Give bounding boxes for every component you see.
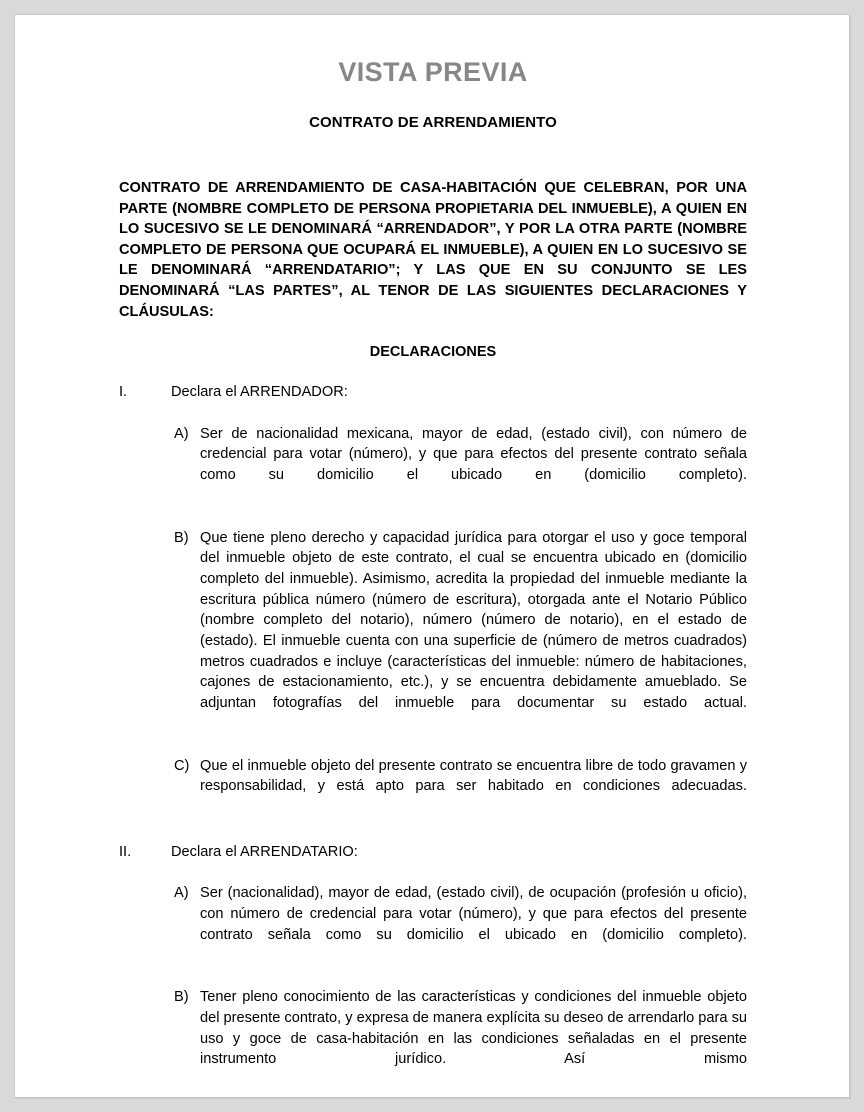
declaration-item-text: Que tiene pleno derecho y capacidad jurídica para otorgar el uso y goce temporal del inmueble objeto de este contrato, el cual se encuentra ubicado en (domicilio completo del inmueble). Asimismo, acredita la propiedad del inmueble mediante la escritura pública número (número de escritura), otorgada ante el Notario Público (nombre completo del notario), número (número de notario), en el estado de (estado). El inmueble cuenta con una superficie de (número de metros cuadrados) metros cuadrados e incluye (características del inmueble: número de habitaciones, cajones de estacionamiento, etc.), y se encuentra debidamente amueblado. Se adjuntan fotografías del inmueble para documentar su estado actual. [200, 529, 747, 712]
declaration-item [174, 403, 747, 507]
declaration-section-heading [119, 818, 747, 863]
document-body [119, 131, 747, 1091]
declaration-item-text: Que el inmueble objeto del presente contrato se encuentra libre de todo gravamen y responsabilidad, y está apto para ser habitado en condiciones adecuadas. [200, 757, 747, 795]
declaration-item [174, 735, 747, 818]
page-content [15, 15, 850, 1091]
letter-marker: B) [174, 989, 189, 1006]
declaration-item-text: Tener pleno conocimiento de las características y condiciones del inmueble objeto del presente contrato, y expresa de manera explícita su deseo de arrendarlo para su uso y goce de casa-habitación en las condiciones señaladas en el presente instrumento jurídico. Así mismo [200, 989, 747, 1068]
document-page [14, 14, 850, 1098]
declaration-item [174, 862, 747, 966]
declarations-heading: DECLARACIONES [369, 344, 497, 361]
declaration-item [174, 507, 747, 735]
roman-numeral-marker: I. [119, 384, 128, 401]
letter-marker: A) [174, 885, 189, 902]
contract-preamble-paragraph: CONTRATO DE ARRENDAMIENTO DE CASA-HABITACIÓN QUE CELEBRAN, POR UNA PARTE (NOMBRE COMPLETO DE PERSONA PROPIETARIA DEL INMUEBLE), A QUIEN EN LO SUCESIVO SE LE DENOMINARÁ “ARRENDADOR”, Y POR LA OTRA PARTE (NOMBRE COMPLETO DE PERSONA QUE OCUPARÁ EL INMUEBLE), A QUIEN EN LO SUCESIVO SE LE DENOMINARÁ “ARRENDATARIO”; Y LAS QUE EN SU CONJUNTO SE LES DENOMINARÁ “LAS PARTES”, AL TENOR DE LAS SIGUIENTES DECLARACIONES Y CLÁUSULAS: [119, 180, 747, 320]
declaration-item-text: Ser de nacionalidad mexicana, mayor de edad, (estado civil), con número de credencial para votar (número), y que para efectos del presente contrato señala como su domicilio el ubicado en (domicilio completo). [200, 425, 747, 484]
preview-watermark-title: VISTA PREVIA [338, 57, 528, 87]
declaration-section-title: Declara el ARRENDATARIO: [171, 843, 358, 860]
declaration-item [174, 966, 747, 1091]
declaration-section-heading [119, 360, 747, 403]
roman-numeral-marker: II. [119, 843, 132, 860]
letter-marker: B) [174, 529, 189, 546]
letter-marker: A) [174, 425, 189, 442]
declaration-section-title: Declara el ARRENDADOR: [171, 384, 348, 401]
document-title: CONTRATO DE ARRENDAMIENTO [309, 114, 557, 131]
declaration-item-text: Ser (nacionalidad), mayor de edad, (estado civil), de ocupación (profesión u oficio), con número de credencial para votar (número), y que para efectos del presente contrato señala como su domicilio el ubicado en (domicilio completo). [200, 885, 747, 943]
letter-marker: C) [174, 757, 190, 774]
